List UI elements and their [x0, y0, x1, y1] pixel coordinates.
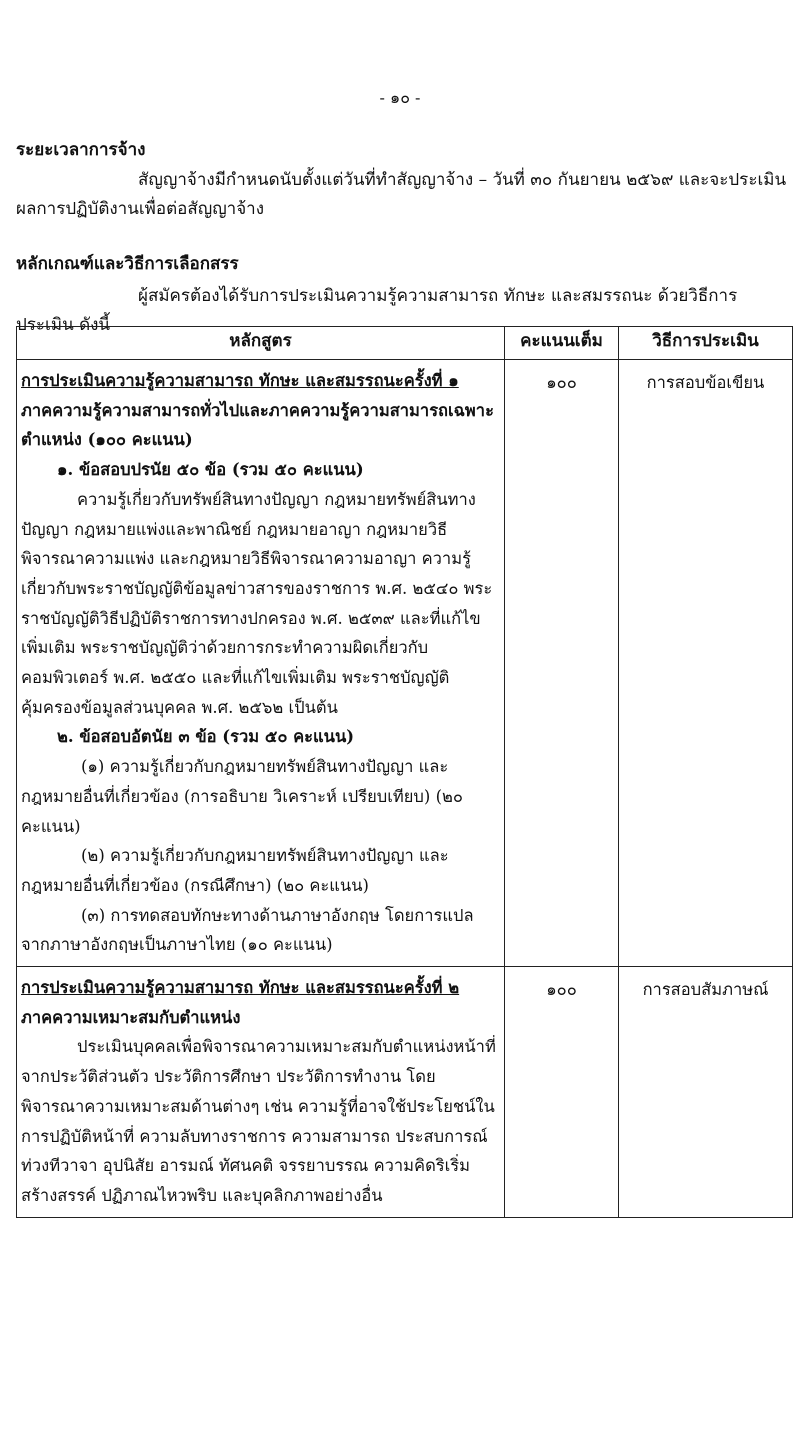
row2-topic-cell [17, 967, 505, 1218]
header-full-score: คะแนนเต็ม [505, 327, 619, 360]
header-method: วิธีการประเมิน [619, 327, 793, 360]
row1-sub2-item-3: (๓) การทดสอบทักษะทางด้านภาษาอังกฤษ โดยการแปลจากภาษาอังกฤษเป็นภาษาไทย (๑๐ คะแนน) [21, 905, 474, 955]
row1-sub2-item-1: (๑) ความรู้เกี่ยวกับกฎหมายทรัพย์สินทางปัญญา และกฎหมายอื่นที่เกี่ยวข้อง (การอธิบาย วิเคราะห์ เปรียบเทียบ) (๒๐ คะแนน) [21, 757, 463, 836]
row1-sub2-title: ๒. ข้อสอบอัตนัย ๓ ข้อ (รวม ๕๐ คะแนน) [57, 727, 355, 747]
row1-topic-cell [17, 360, 505, 967]
table-row [17, 967, 793, 1218]
row1-score: ๑๐๐ [505, 360, 619, 967]
row1-method: การสอบข้อเขียน [619, 360, 793, 967]
row1-sub1-title: ๑. ข้อสอบปรนัย ๕๐ ข้อ (รวม ๕๐ คะแนน) [57, 460, 364, 480]
header-course: หลักสูตร [17, 327, 505, 360]
selection-title: หลักเกณฑ์และวิธีการเลือกสรร [16, 254, 239, 274]
page-number: - ๑๐ - [379, 88, 421, 107]
selection-intro-text: ผู้สมัครต้องได้รับการประเมินความรู้ความสามารถ ทักษะ และสมรรถนะ ด้วยวิธีการประเมิน ดังนี้ [16, 286, 738, 335]
row1-heading-underlined: การประเมินความรู้ความสามารถ ทักษะ และสมรรถนะครั้งที่ ๑ [21, 371, 459, 390]
row1-sub2-item-2: (๒) ความรู้เกี่ยวกับกฎหมายทรัพย์สินทางปัญญา และกฎหมายอื่นที่เกี่ยวข้อง (กรณีศึกษา) (๒๐ คะแนน) [21, 846, 449, 895]
criteria-table [16, 326, 793, 1218]
employment-period-title: ระยะเวลาการจ้าง [16, 140, 146, 160]
row1-sub1-text: ความรู้เกี่ยวกับทรัพย์สินทางปัญญา กฎหมายทรัพย์สินทางปัญญา กฎหมายแพ่งและพาณิชย์ กฎหมายอาญา กฎหมายวิธีพิจารณาความแพ่ง และกฎหมายวิธีพิจารณาความอาญา ความรู้เกี่ยวกับพระราชบัญญัติข้อมูลข่าวสารของราชการ พ.ศ. ๒๕๔๐ พระราชบัญญัติวิธีปฏิบัติราชการทางปกครอง พ.ศ. ๒๕๓๙ และที่แก้ไขเพิ่มเติม พระราชบัญญัติว่าด้วยการกระทำความผิดเกี่ยวกับคอมพิวเตอร์ พ.ศ. ๒๕๕๐ และที่แก้ไขเพิ่มเติม พระราชบัญญัติคุ้มครองข้อมูลส่วนบุคคล พ.ศ. ๒๕๖๒ เป็นต้น [21, 489, 493, 717]
row2-text: ประเมินบุคคลเพื่อพิจารณาความเหมาะสมกับตำแหน่งหน้าที่จากประวัติส่วนตัว ประวัติการศึกษา ประวัติการทำงาน โดยพิจารณาความเหมาะสมด้านต่างๆ เช่น ความรู้ที่อาจใช้ประโยชน์ในการปฏิบัติหน้าที่ ความลับทางราชการ ความสามารถ ประสบการณ์ ท่วงทีวาจา อุปนิสัย อารมณ์ ทัศนคติ จรรยาบรรณ ความคิดริเริ่มสร้างสรรค์ ปฏิภาณไหวพริบ และบุคลิกภาพอย่างอื่น [21, 1037, 496, 1205]
employment-period-text [16, 166, 788, 224]
row1-heading-rest: ภาคความรู้ความสามารถทั่วไปและภาคความรู้ความสามารถเฉพาะตำแหน่ง (๑๐๐ คะแนน) [21, 400, 494, 450]
employment-period-body: สัญญาจ้างมีกำหนดนับตั้งแต่วันที่ทำสัญญาจ้าง – วันที่ ๓๐ กันยายน ๒๕๖๙ และจะประเมินผลการปฏิบัติงานเพื่อต่อสัญญาจ้าง [16, 170, 787, 219]
row2-method: การสอบสัมภาษณ์ [619, 967, 793, 1218]
table-row [17, 360, 793, 967]
table-header-row [17, 327, 793, 360]
row2-heading-rest: ภาคความเหมาะสมกับตำแหน่ง [21, 1007, 241, 1027]
row2-heading-underlined: การประเมินความรู้ความสามารถ ทักษะ และสมรรถนะครั้งที่ ๒ [21, 978, 460, 998]
row2-score: ๑๐๐ [505, 967, 619, 1218]
